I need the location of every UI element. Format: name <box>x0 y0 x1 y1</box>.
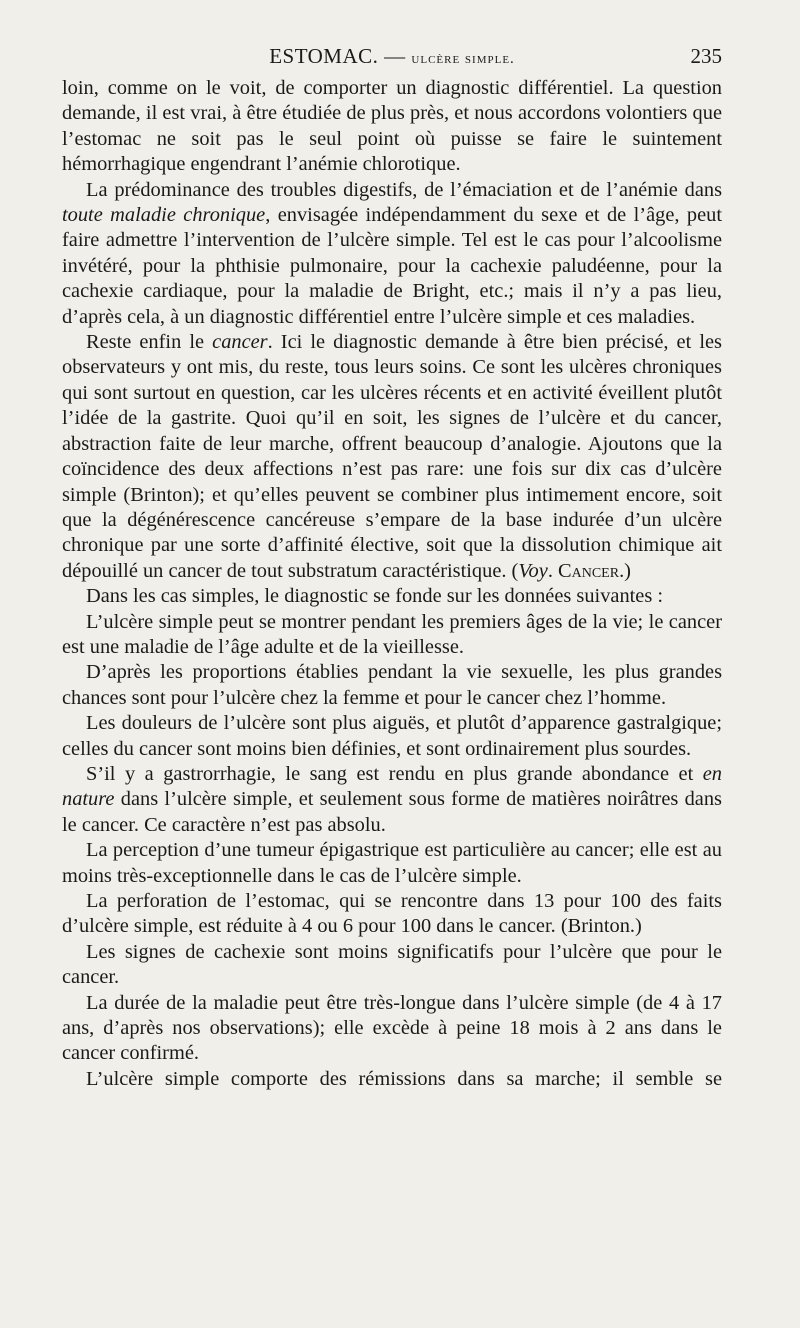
page-number: 235 <box>690 44 722 68</box>
page-body <box>62 76 722 1092</box>
emphasis-text: toute maladie chronique <box>62 204 266 227</box>
paragraph: L’ulcère simple comporte des rémissions dans sa marche; il semble se <box>86 1067 722 1090</box>
paragraph: La perception d’une tumeur épigastrique est particulière au cancer; elle est au moins très-exceptionnelle dans le cas de l’ulcère simple. <box>62 839 722 887</box>
paragraph: Les douleurs de l’ulcère sont plus aiguës, et plutôt d’apparence gastralgique; celles du cancer sont moins bien définies, et sont ordinairement plus sourdes. <box>62 712 722 760</box>
paragraph: loin, comme on le voit, de comporter un diagnostic différentiel. La question demande, il est vrai, à être étudiée de plus près, et nous accordons volontiers que l’estomac ne soit pas le seul point où puisse se faire le suintement hémorrhagique engendrant l’anémie chlorotique. <box>62 77 722 176</box>
paragraph: L’ulcère simple peut se montrer pendant les premiers âges de la vie; le cancer est une maladie de l’âge adulte et de la vieillesse. <box>62 610 722 658</box>
paragraph: S’il y a gastrorrhagie, le sang est rendu en plus grande abondance et en nature dans l’ulcère simple, et seulement sous forme de matières noirâtres dans le cancer. Ce caractère n’est pas absolu. <box>62 762 722 836</box>
paragraph: Reste enfin le cancer. Ici le diagnostic demande à être bien précisé, et les observateurs y ont mis, du reste, tous leurs soins. Ce sont les ulcères chroniques qui sont surtout en question, car les ulcères récents et en activité éveillent plutôt l’idée de la gastrite. Quoi qu’il en soit, les signes de l’ulcère et du cancer, abstraction faite de leur marche, offrent beaucoup d’analogie. Ajoutons que la coïncidence des deux affections n’est pas rare: une fois sur dix cas d’ulcère simple (Brinton); et qu’elles peuvent se combiner plus intimement encore, soit que la dégénérescence cancéreuse s’empare de la base indurée d’un ulcère chronique par une sorte d’affinité élective, soit que la dissolution chimique ait dépouillé un cancer de tout substratum caractéristique. (Voy. Cancer.) <box>62 331 722 582</box>
paragraph: La prédominance des troubles digestifs, de l’émaciation et de l’anémie dans toute maladie chronique, envisagée indépendamment du sexe et de l’âge, peut faire admettre l’intervention de l’ulcère simple. Tel est le cas pour l’alcoolisme invétéré, pour la phthisie pulmonaire, pour la cachexie paludéenne, pour la cachexie cardiaque, pour la maladie de Bright, etc.; mais il n’y a pas lieu, d’après cela, à un diagnostic différentiel entre l’ulcère simple et ces maladies. <box>62 178 722 328</box>
running-title-main: ESTOMAC. — <box>269 44 412 68</box>
running-title <box>62 44 722 69</box>
paragraph: La perforation de l’estomac, qui se rencontre dans 13 pour 100 des faits d’ulcère simple, est réduite à 4 ou 6 pour 100 dans le cancer. (Brinton.) <box>62 890 722 938</box>
running-title-section: ulcère simple. <box>411 51 515 67</box>
emphasis-text: cancer <box>212 331 268 354</box>
paragraph: La durée de la maladie peut être très-longue dans l’ulcère simple (de 4 à 17 ans, d’après nos observations); elle excède à peine 18 mois à 2 ans dans le cancer confirmé. <box>62 991 722 1065</box>
paragraph: Les signes de cachexie sont moins significatifs pour l’ulcère que pour le cancer. <box>62 940 722 989</box>
cross-reference-target: Cancer <box>558 559 620 582</box>
cross-reference-voy: Voy <box>518 559 548 582</box>
running-header <box>62 44 722 74</box>
paragraph: D’après les proportions établies pendant la vie sexuelle, les plus grandes chances sont pour l’ulcère chez la femme et pour le cancer chez l’homme. <box>62 661 722 709</box>
paragraph: Dans les cas simples, le diagnostic se fonde sur les données suivantes : <box>86 585 664 608</box>
emphasis-text: en nature <box>62 762 722 811</box>
